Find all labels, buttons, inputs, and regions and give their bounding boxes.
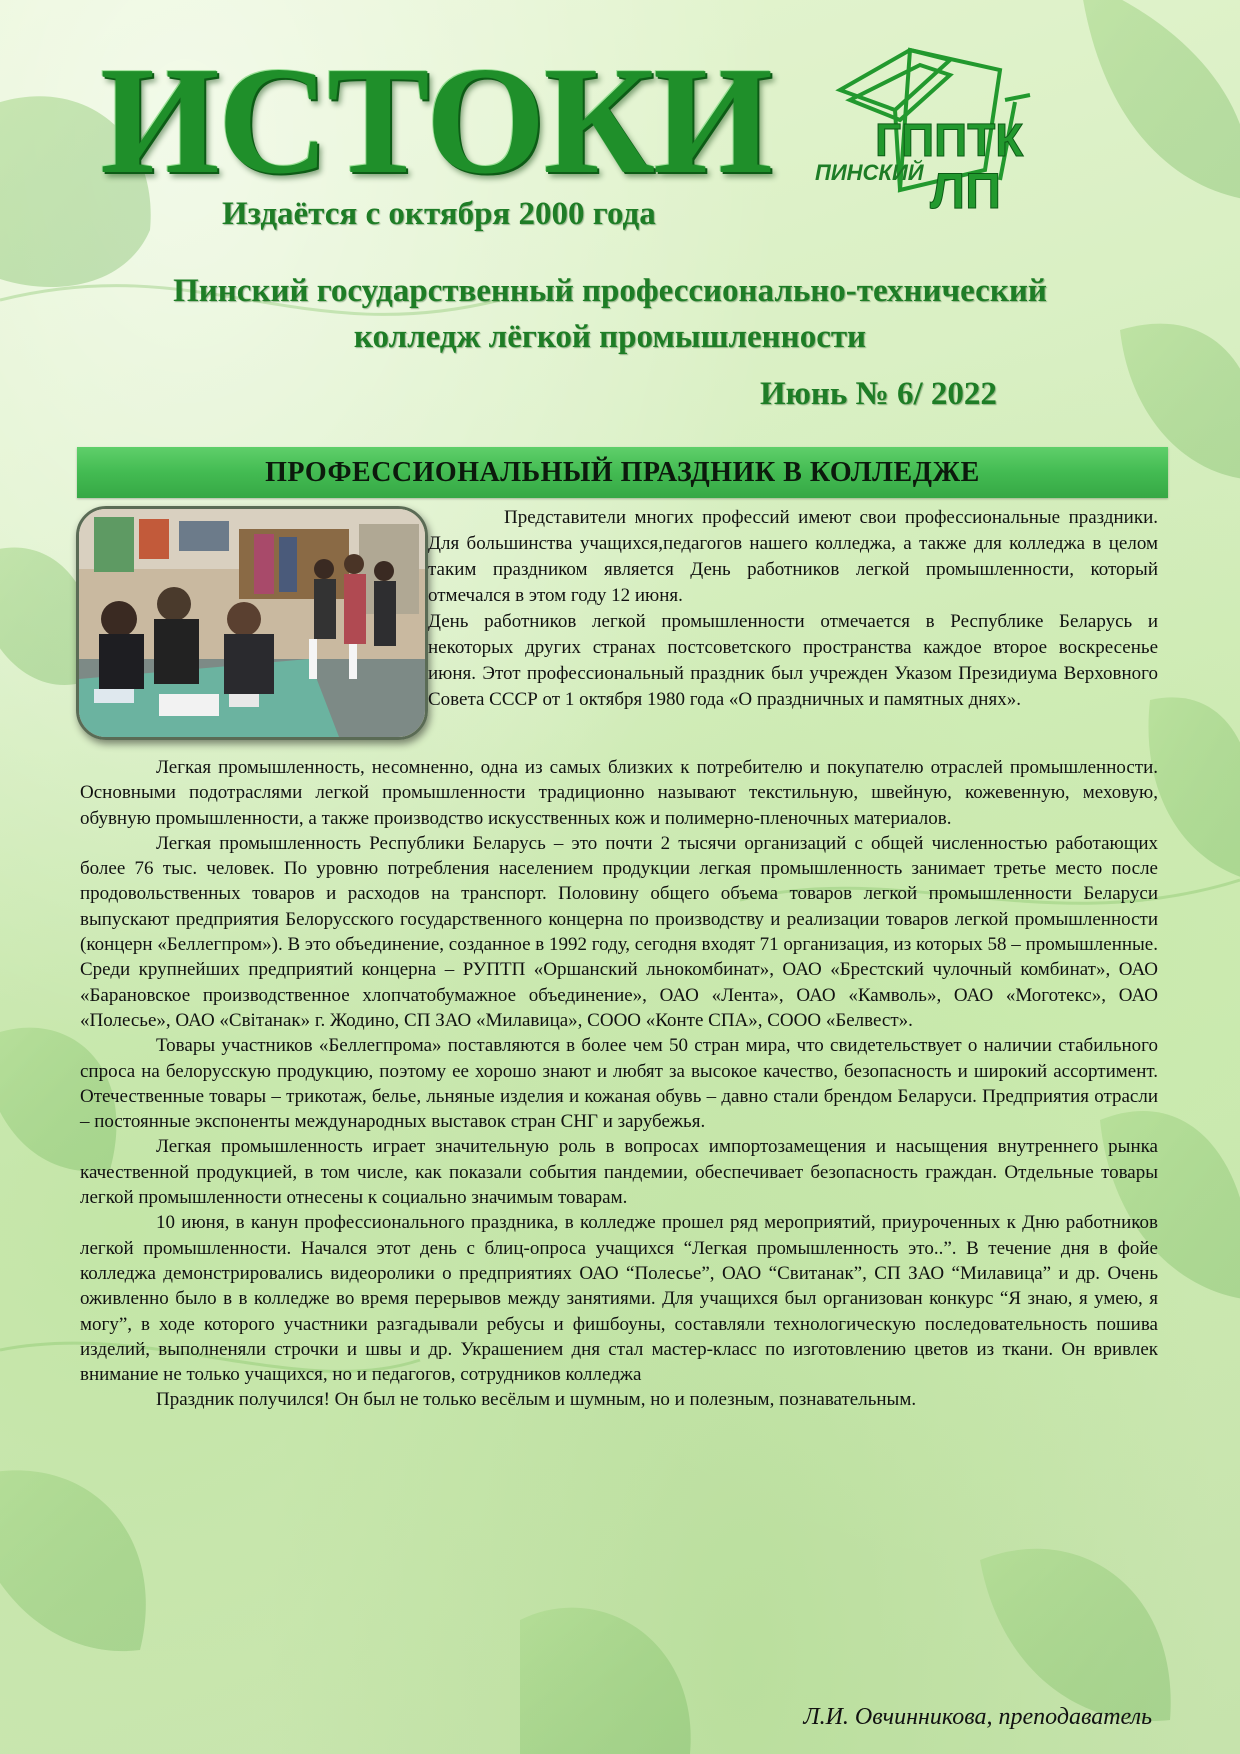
college-name-line1: Пинский государственный профессионально-технический bbox=[173, 273, 1047, 309]
college-logo bbox=[800, 30, 1060, 230]
article-lead bbox=[428, 505, 1158, 713]
issue-number: Июнь № 6/ 2022 bbox=[760, 376, 997, 412]
author-signature: Л.И. Овчинникова, преподаватель bbox=[803, 1704, 1152, 1730]
article-title: ПРОФЕССИОНАЛЬНЫЙ ПРАЗДНИК В КОЛЛЕДЖЕ bbox=[265, 457, 980, 488]
article-photo bbox=[76, 506, 428, 740]
published-since: Издаётся с октября 2000 года bbox=[222, 196, 656, 232]
svg-text:ЛП: ЛП bbox=[930, 163, 1002, 219]
lead-paragraph-1: Представители многих профессий имеют свои профессиональные праздники. Для большинства учащихся,педагогов нашего колледжа, а также для колледжа в целом таким праздником является День работников легкой промышленности, который отмечался в этом году 12 июня. bbox=[428, 507, 1158, 606]
paragraph-8: Праздник получился! Он был не только весёлым и шумным, но и полезным, познавательным. bbox=[156, 1389, 917, 1411]
article-body bbox=[80, 755, 1158, 1413]
svg-text:ПИНСКИЙ: ПИНСКИЙ bbox=[815, 160, 924, 185]
paragraph-6: Легкая промышленность играет значительную роль в вопросах импортозамещения и насыщения внутреннего рынка качественной продукцией, в том числе, как показали события пандемии, обеспечивает безопасность граждан. Отдельные товары легкой промышленности отнесены к социально значимым товарам. bbox=[80, 1136, 1158, 1209]
paragraph-4: Легкая промышленность Республики Беларусь – это почти 2 тысячи организаций с общей численностью работающих более 76 тыс. человек. По уровню потребления населением продукции легкая промышленность занимает третье место после продовольственных товаров и расходов на транспорт. Половину общего объема товаров легкой промышленности Беларуси выпускают предприятия Белорусского государственного концерна по производству и реализации товаров легкой промышленности (концерн «Беллегпром»). В это объединение, созданное в 1992 году, сегодня входят 71 организация, из которых 58 – промышленные. Среди крупнейших предприятий концерна – РУПТП «Оршанский льнокомбинат», ОАО «Брестский чулочный комбинат», ОАО «Барановское производственное хлопчатобумажное объединение», ОАО «Лента», ОАО «Камволь», ОАО «Моготекс», ОАО «Полесье», ОАО «Свiтанак» г. Жодино, СП ЗАО «Милавица», СООО «Конте СПА», СООО «Белвест». bbox=[80, 832, 1158, 1031]
lead-paragraph-2: День работников легкой промышленности отмечается в Республике Беларусь и некоторых других странах постсоветского пространства каждое второе воскресенье июня. Этот профессиональный праздник был учрежден Указом Президиума Верховного Совета СССР от 1 октября 1980 года «О праздничных и памятных днях». bbox=[428, 611, 1158, 710]
college-name-line2: колледж лёгкой промышленности bbox=[353, 319, 867, 355]
svg-text:ГППТК: ГППТК bbox=[875, 114, 1024, 166]
paragraph-5: Товары участников «Беллегпрома» поставляются в более чем 50 стран мира, что свидетельствует о наличии стабильного спроса на белорусскую продукцию, поэтому ее хорошо знают и любят за высокое качество, безопасность и широкий ассортимент. Отечественные товары – трикотаж, белье, льняные изделия и кожаная обувь – давно стали брендом Беларуси. Предприятия отрасли – постоянные экспоненты международных выставок стран СНГ и зарубежья. bbox=[80, 1035, 1158, 1133]
masthead-title: ИСТОКИ bbox=[100, 36, 771, 206]
paragraph-7: 10 июня, в канун профессионального праздника, в колледже прошел ряд мероприятий, приуроченных к Дню работников легкой промышленности. Начался этот день с блиц-опроса учащихся “Легкая промышленность это..”. В течение дня в фойе колледжа демонстрировались видеоролики о предприятиях ОАО “Полесье”, ОАО “Свитанак”, СП ЗАО “Милавица” и др. Очень оживленно было в в колледже во время перерывов между занятиями. Для учащихся был организован конкурс “Я знаю, я умею, я могу”, в ходе которого участники разгадывали ребусы и фишбоуны, составляли технологическую последовательность пошива изделий, выполненяли строчки и швы и др. Украшением дня стал мастер-класс по изготовлению цветов из ткани. Он вривлек внимание не только учащихся, но и педагогов, сотрудников колледжа bbox=[80, 1212, 1158, 1386]
students-in-foyer-image bbox=[79, 509, 425, 737]
article-title-banner bbox=[77, 447, 1168, 498]
paragraph-3: Легкая промышленность, несомненно, одна из самых близких к потребителю и покупателю отраслей промышленности. Основными подотраслями легкой промышленности традиционно называют текстильную, швейную, кожевенную, меховую, обувную промышленности, а также производство искусственных кож и полимерно-пленочных материалов. bbox=[80, 757, 1158, 829]
college-name bbox=[90, 268, 1130, 360]
